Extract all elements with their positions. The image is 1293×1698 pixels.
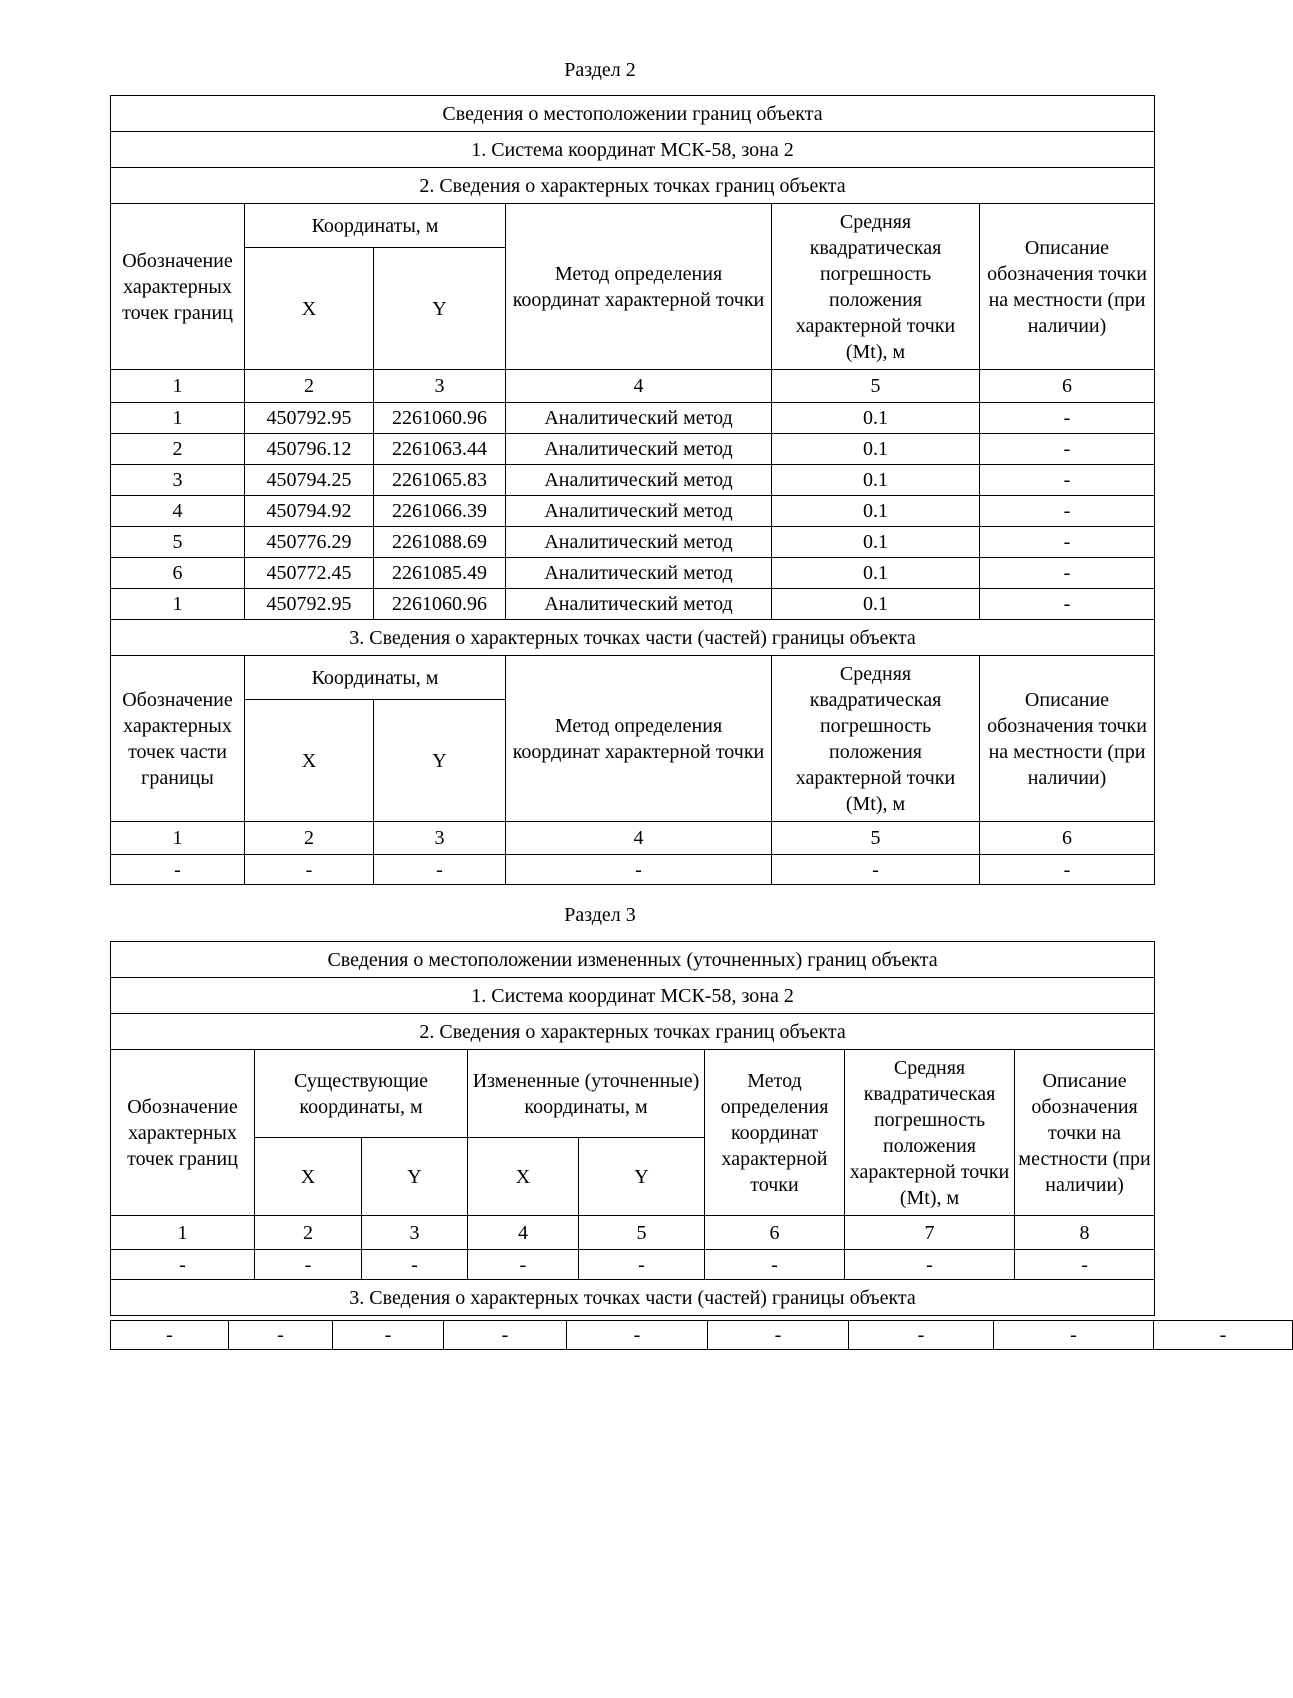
coord-x: 450794.25 — [245, 465, 374, 496]
error: 0.1 — [772, 558, 980, 589]
section3-parts-title: 3. Сведения о характерных точках части (частей) границы объекта — [111, 1280, 1155, 1316]
section2-points-title: 2. Сведения о характерных точках границ объекта — [111, 168, 1155, 204]
description: - — [980, 527, 1155, 558]
description: - — [980, 558, 1155, 589]
s3-header-changed: Измененные (уточненные) координаты, м — [468, 1050, 705, 1138]
empty-cell: - — [567, 1321, 708, 1350]
col-number: 4 — [468, 1216, 579, 1250]
empty-cell: - — [255, 1250, 362, 1280]
col-number: 6 — [705, 1216, 845, 1250]
table-row — [111, 434, 1155, 465]
error: 0.1 — [772, 403, 980, 434]
col-number: 8 — [1015, 1216, 1155, 1250]
empty-cell: - — [444, 1321, 567, 1350]
coord-y: 2261063.44 — [374, 434, 506, 465]
coord-x: 450792.95 — [245, 403, 374, 434]
parts-header-method: Метод определения координат характерной точки — [506, 656, 772, 822]
s3-header-changed-y: Y — [579, 1138, 705, 1216]
empty-cell: - — [111, 1250, 255, 1280]
error: 0.1 — [772, 434, 980, 465]
header-designation: Обозначение характерных точек границ — [111, 204, 245, 370]
col-number: 4 — [506, 822, 772, 855]
parts-header-coords: Координаты, м — [245, 656, 506, 700]
coord-y: 2261060.96 — [374, 403, 506, 434]
point-id: 4 — [111, 496, 245, 527]
empty-cell: - — [1015, 1250, 1155, 1280]
col-number: 5 — [772, 822, 980, 855]
point-id: 5 — [111, 527, 245, 558]
method: Аналитический метод — [506, 496, 772, 527]
table-row — [111, 527, 1155, 558]
col-number: 6 — [980, 370, 1155, 403]
table-row — [111, 403, 1155, 434]
error: 0.1 — [772, 527, 980, 558]
s3-header-description: Описание обозначения точки на местности (при наличии) — [1015, 1050, 1155, 1216]
section3-table — [110, 941, 1155, 1316]
header-x: X — [245, 248, 374, 370]
col-number: 2 — [245, 822, 374, 855]
coord-x: 450772.45 — [245, 558, 374, 589]
col-number: 5 — [579, 1216, 705, 1250]
section3-heading: Раздел 3 — [564, 904, 636, 926]
parts-header-designation: Обозначение характерных точек части границы — [111, 656, 245, 822]
col-number: 3 — [374, 370, 506, 403]
empty-cell: - — [245, 855, 374, 885]
error: 0.1 — [772, 465, 980, 496]
empty-cell: - — [468, 1250, 579, 1280]
point-id: 3 — [111, 465, 245, 496]
table-row — [111, 1250, 1155, 1280]
section2-table — [110, 95, 1155, 885]
empty-cell: - — [849, 1321, 994, 1350]
empty-cell: - — [708, 1321, 849, 1350]
error: 0.1 — [772, 496, 980, 527]
section2-title: Сведения о местоположении границ объекта — [111, 96, 1155, 132]
description: - — [980, 465, 1155, 496]
parts-header-error: Средняя квадратическая погрешность положения характерной точки (Mt), м — [772, 656, 980, 822]
point-id: 6 — [111, 558, 245, 589]
empty-cell: - — [111, 855, 245, 885]
col-number: 2 — [245, 370, 374, 403]
col-number: 1 — [111, 1216, 255, 1250]
method: Аналитический метод — [506, 527, 772, 558]
description: - — [980, 496, 1155, 527]
description: - — [980, 434, 1155, 465]
error: 0.1 — [772, 589, 980, 620]
col-number: 1 — [111, 822, 245, 855]
coord-x: 450776.29 — [245, 527, 374, 558]
col-number: 4 — [506, 370, 772, 403]
table-row — [111, 465, 1155, 496]
empty-cell: - — [374, 855, 506, 885]
empty-cell: - — [579, 1250, 705, 1280]
coord-x: 450794.92 — [245, 496, 374, 527]
section3-parts-table — [110, 1320, 1293, 1350]
section3-title: Сведения о местоположении измененных (уточненных) границ объекта — [111, 942, 1155, 978]
empty-cell: - — [994, 1321, 1154, 1350]
empty-cell: - — [705, 1250, 845, 1280]
empty-cell: - — [333, 1321, 444, 1350]
table-row — [111, 1321, 1293, 1350]
col-number: 3 — [362, 1216, 468, 1250]
parts-header-x: X — [245, 700, 374, 822]
s3-header-existing-y: Y — [362, 1138, 468, 1216]
table-row — [111, 589, 1155, 620]
empty-cell: - — [229, 1321, 333, 1350]
header-coords: Координаты, м — [245, 204, 506, 248]
coord-x: 450792.95 — [245, 589, 374, 620]
section3-points-title: 2. Сведения о характерных точках границ объекта — [111, 1014, 1155, 1050]
method: Аналитический метод — [506, 589, 772, 620]
col-number: 7 — [845, 1216, 1015, 1250]
empty-cell: - — [506, 855, 772, 885]
coord-y: 2261085.49 — [374, 558, 506, 589]
method: Аналитический метод — [506, 465, 772, 496]
method: Аналитический метод — [506, 558, 772, 589]
header-error: Средняя квадратическая погрешность положения характерной точки (Mt), м — [772, 204, 980, 370]
parts-header-description: Описание обозначения точки на местности (при наличии) — [980, 656, 1155, 822]
section2-heading: Раздел 2 — [564, 59, 636, 81]
empty-cell: - — [362, 1250, 468, 1280]
s3-header-error: Средняя квадратическая погрешность положения характерной точки (Mt), м — [845, 1050, 1015, 1216]
method: Аналитический метод — [506, 434, 772, 465]
parts-header-y: Y — [374, 700, 506, 822]
header-method: Метод определения координат характерной точки — [506, 204, 772, 370]
coord-y: 2261088.69 — [374, 527, 506, 558]
empty-cell: - — [980, 855, 1155, 885]
coord-y: 2261065.83 — [374, 465, 506, 496]
empty-cell: - — [845, 1250, 1015, 1280]
coord-y: 2261066.39 — [374, 496, 506, 527]
col-number: 1 — [111, 370, 245, 403]
table-row — [111, 496, 1155, 527]
col-number: 3 — [374, 822, 506, 855]
s3-header-changed-x: X — [468, 1138, 579, 1216]
empty-cell: - — [772, 855, 980, 885]
description: - — [980, 589, 1155, 620]
description: - — [980, 403, 1155, 434]
empty-cell: - — [111, 1321, 229, 1350]
header-description: Описание обозначения точки на местности (при наличии) — [980, 204, 1155, 370]
section2-coord-system: 1. Система координат МСК-58, зона 2 — [111, 132, 1155, 168]
s3-header-existing: Существующие координаты, м — [255, 1050, 468, 1138]
col-number: 2 — [255, 1216, 362, 1250]
section2-parts-title: 3. Сведения о характерных точках части (частей) границы объекта — [111, 620, 1155, 656]
point-id: 1 — [111, 589, 245, 620]
col-number: 6 — [980, 822, 1155, 855]
col-number: 5 — [772, 370, 980, 403]
coord-y: 2261060.96 — [374, 589, 506, 620]
point-id: 2 — [111, 434, 245, 465]
coord-x: 450796.12 — [245, 434, 374, 465]
s3-header-method: Метод определения координат характерной точки — [705, 1050, 845, 1216]
header-y: Y — [374, 248, 506, 370]
s3-header-designation: Обозначение характерных точек границ — [111, 1050, 255, 1216]
s3-header-existing-x: X — [255, 1138, 362, 1216]
method: Аналитический метод — [506, 403, 772, 434]
table-row — [111, 558, 1155, 589]
point-id: 1 — [111, 403, 245, 434]
section3-coord-system: 1. Система координат МСК-58, зона 2 — [111, 978, 1155, 1014]
empty-cell: - — [1154, 1321, 1293, 1350]
table-row — [111, 855, 1155, 885]
